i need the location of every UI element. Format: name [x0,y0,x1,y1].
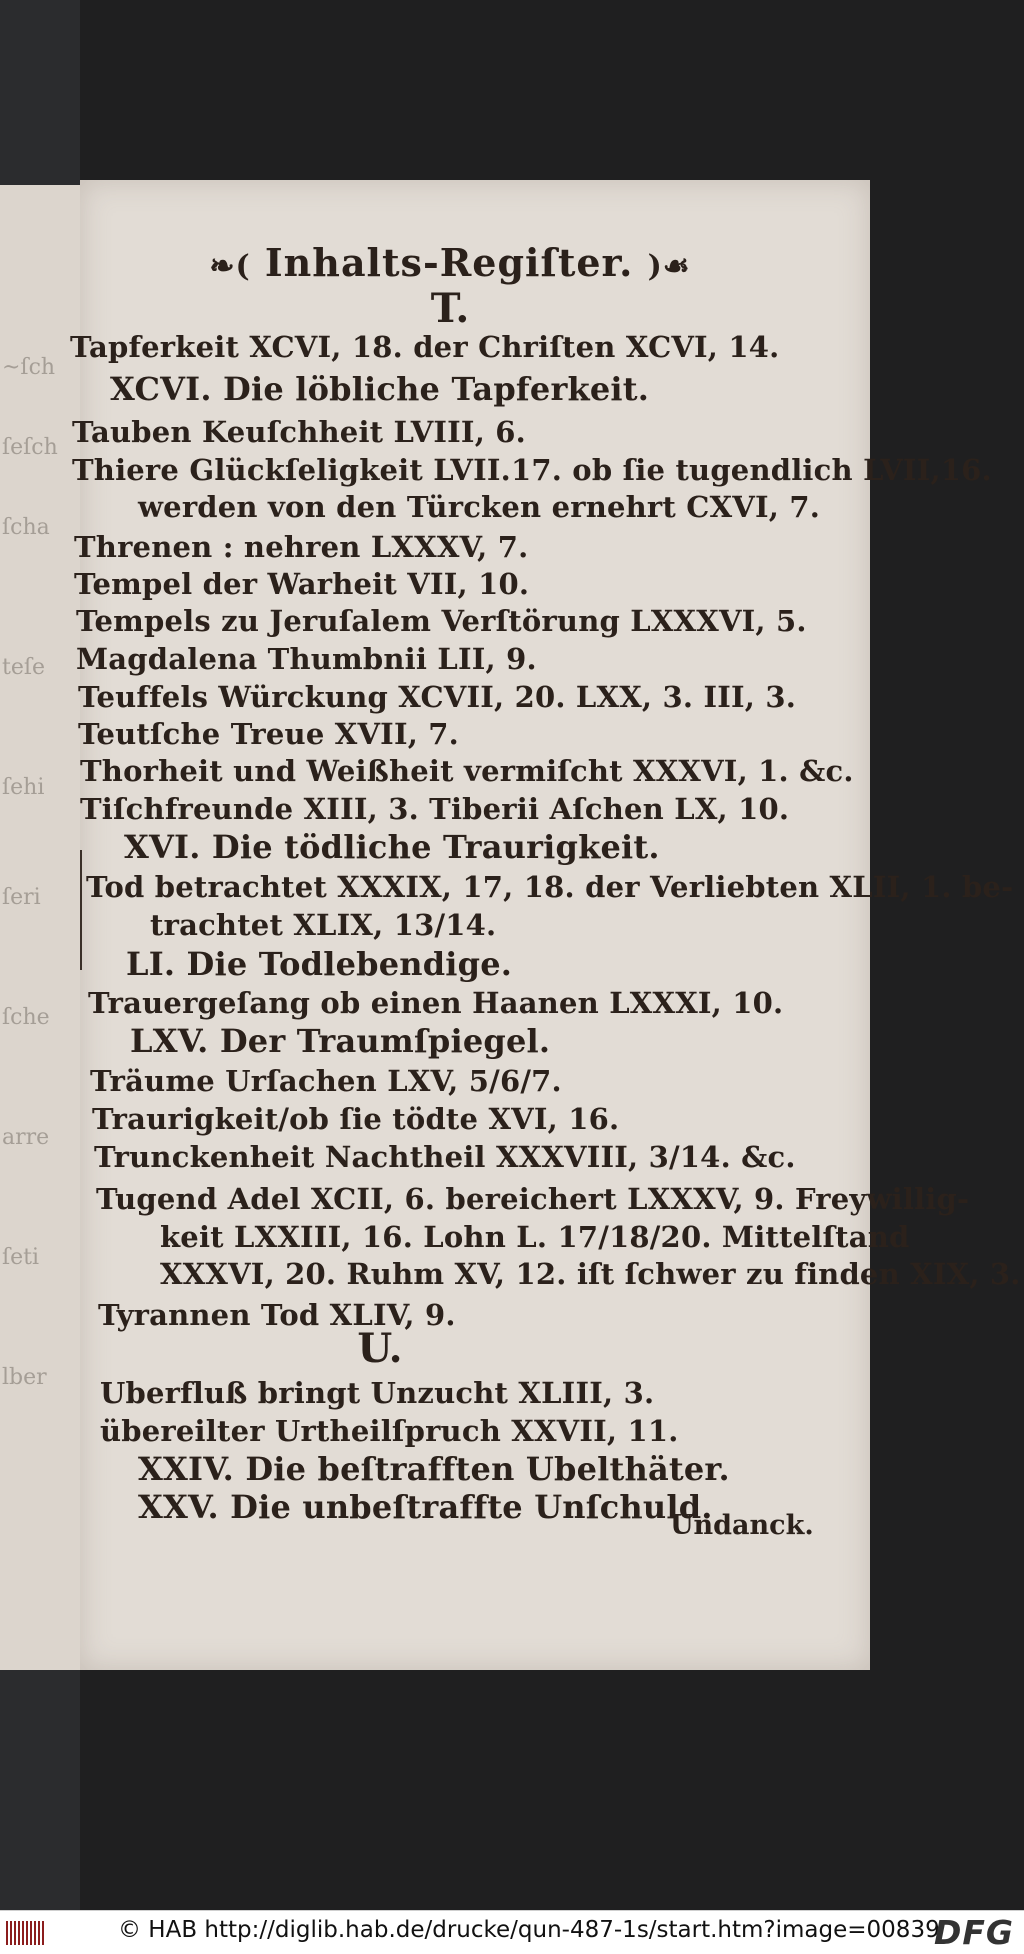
ghost-text: lber [2,1365,47,1390]
section-heading: XXV. Die unbeſtraffte Unſchuld. [138,1488,713,1526]
index-entry-continuation: trachtet XLIX, 13/14. [150,908,497,942]
index-entry: Träume Urſachen LXV, 5/6/7. [90,1064,562,1098]
section-heading: XCVI. Die löbliche Tapferkeit. [110,370,650,408]
index-entry: Tugend Adel XCII, 6. bereichert LXXXV, 9. Freywillig- [96,1182,970,1216]
section-heading: LI. Die Todlebendige. [126,945,513,983]
index-entry: Magdalena Thumbnii LII, 9. [76,642,537,676]
index-entry: Tyrannen Tod XLIV, 9. [98,1298,456,1332]
heading-title: Inhalts-Regiſter. [264,240,634,285]
page-heading [80,240,820,285]
ghost-text: arre [2,1125,50,1150]
index-entry: Thiere Glückſeligkeit LVII.17. ob ſie tugendlich LVII,16. [72,453,992,487]
ghost-text: ſeti [2,1245,40,1270]
index-entry: Teutſche Treue XVII, 7. [78,717,459,751]
index-entry: Tod betrachtet XXXIX, 17, 18. der Verliebten XLII, 1. be- [86,870,1014,904]
margin-rule [80,850,82,970]
footer-copyright-link[interactable]: © HAB http://diglib.hab.de/drucke/qun-487-1s/start.htm?image=00839 [118,1917,940,1943]
index-entry: Uberfluß bringt Unzucht XLIII, 3. [100,1376,655,1410]
ghost-text: ſeſch [2,435,58,460]
ghost-text: ~ſch [2,355,56,380]
index-entry: Thorheit und Weißheit vermiſcht XXXVI, 1. &c. [80,754,854,788]
index-entry: Tauben Keuſchheit LVIII, 6. [72,415,526,449]
catchword: Undanck. [670,1510,814,1541]
index-entry: Traurigkeit/ob ſie tödte XVI, 16. [92,1102,620,1136]
index-entry: Tempels zu Jeruſalem Verſtörung LXXXVI, 5. [76,604,807,638]
index-entry: Tapferkeit XCVI, 18. der Chriſten XCVI, 14. [70,330,780,364]
register-page [70,180,1021,1670]
index-entry: übereilter Urtheilſpruch XXVII, 11. [100,1414,679,1448]
index-entry-continuation: XXXVI, 20. Ruhm XV, 12. iſt ſchwer zu finden XIX, 3. [160,1257,1021,1291]
facing-page-fragment [0,185,82,1670]
ornament-right: )☙ [647,249,691,284]
ghost-text: ſehi [2,775,45,800]
section-letter-t: T. [430,285,470,332]
section-heading: XXIV. Die beſtrafften Ubelthäter. [138,1450,730,1488]
section-letter-u: U. [357,1325,403,1372]
ornament-left: ❧( [209,249,251,284]
ghost-text: ſcha [2,515,50,540]
index-entry: Tempel der Warheit VII, 10. [74,567,530,601]
index-entry-continuation: keit LXXIII, 16. Lohn L. 17/18/20. Mittelſtand [160,1220,910,1254]
barcode-icon [6,1921,46,1945]
index-entry: Tiſchfreunde XIII, 3. Tiberii Aſchen LX, 10. [80,792,790,826]
section-heading: LXV. Der Traumſpiegel. [130,1022,551,1060]
index-entry-continuation: werden von den Türcken ernehrt CXVI, 7. [138,490,821,524]
ghost-text: ſeri [2,885,41,910]
index-entry: Teuffels Würckung XCVII, 20. LXX, 3. III, 3. [78,680,797,714]
index-entry: Trunckenheit Nachtheil XXXVIII, 3/14. &c. [94,1140,796,1174]
dfg-logo: DFG [933,1913,1014,1952]
section-heading: XVI. Die tödliche Traurigkeit. [124,828,660,866]
index-entry: Threnen : nehren LXXXV, 7. [74,530,529,564]
index-entry: Trauergeſang ob einen Haanen LXXXI, 10. [88,986,784,1020]
ghost-text: teſe [2,655,46,680]
footer-bar [0,1910,1024,1954]
ghost-text: ſche [2,1005,50,1030]
